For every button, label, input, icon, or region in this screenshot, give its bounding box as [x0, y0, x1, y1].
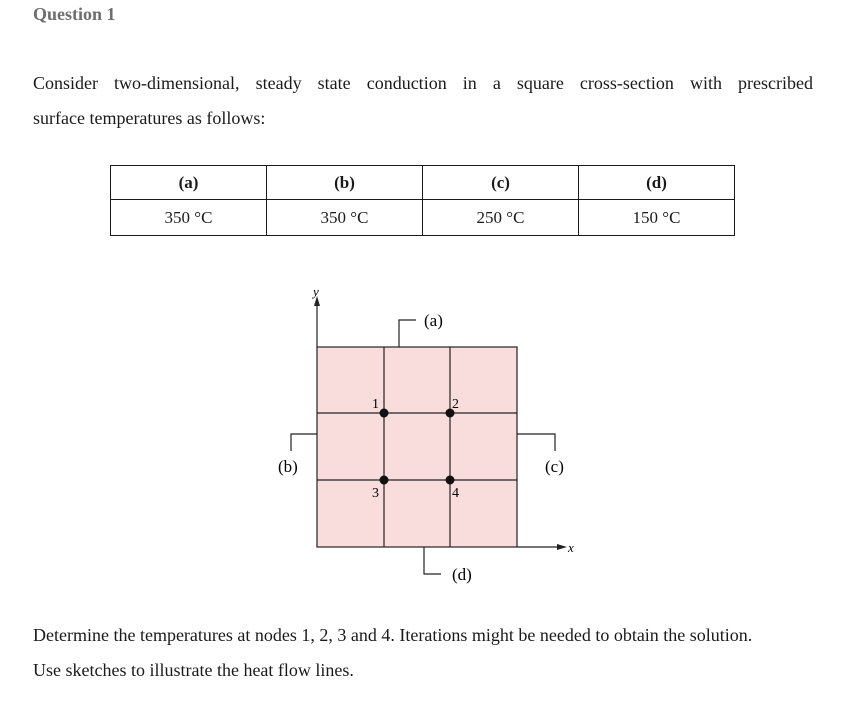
header-cell-b: (b)	[267, 166, 423, 200]
leader-bottom	[424, 547, 441, 574]
leader-top	[399, 320, 416, 347]
leader-right	[517, 434, 555, 451]
header-cell-a: (a)	[111, 166, 267, 200]
surface-label-bottom: (d)	[452, 565, 472, 584]
node-4-label: 4	[452, 486, 459, 501]
value-cell-d: 150 °C	[579, 200, 735, 236]
x-axis-label: x	[568, 540, 574, 555]
intro-line-2: surface temperatures as follows:	[33, 108, 266, 128]
leader-left	[291, 434, 317, 451]
node-2-label: 2	[452, 397, 459, 412]
node-3-label: 3	[372, 486, 379, 501]
problem-task	[33, 618, 813, 688]
node-3-dot	[380, 476, 389, 485]
square-cross-section	[317, 347, 517, 547]
x-axis-arrow-icon	[557, 544, 567, 550]
value-cell-a: 350 °C	[111, 200, 267, 236]
question-title: Question 1	[33, 4, 116, 24]
node-1-label: 1	[372, 397, 379, 412]
node-1-dot	[380, 409, 389, 418]
intro-line-1: Consider two-dimensional, steady state conduction in a square cross-section with prescribed	[33, 73, 813, 93]
y-axis-label: y	[313, 284, 319, 299]
node-4-dot	[446, 476, 455, 485]
task-line-1: Determine the temperatures at nodes 1, 2, 3 and 4. Iterations might be needed to obtain the solution.	[33, 625, 753, 645]
surface-label-right: (c)	[545, 457, 564, 476]
value-cell-c: 250 °C	[423, 200, 579, 236]
value-cell-b: 350 °C	[267, 200, 423, 236]
task-line-2: Use sketches to illustrate the heat flow lines.	[33, 660, 354, 680]
header-cell-c: (c)	[423, 166, 579, 200]
surface-label-top: (a)	[424, 311, 443, 330]
surface-label-left: (b)	[278, 457, 298, 476]
header-cell-d: (d)	[579, 166, 735, 200]
